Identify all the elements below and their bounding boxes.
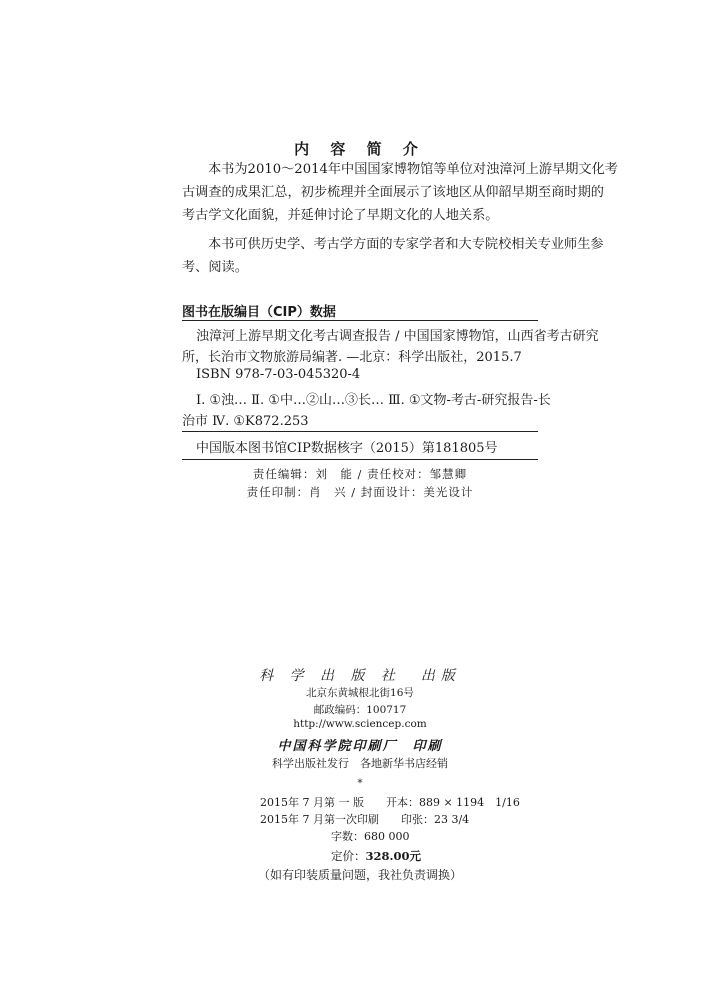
- printing-line: 2015年 7 月第一次印刷 印张：23 3/4: [260, 813, 470, 826]
- printer-line: 中国科学院印刷厂 印刷: [277, 739, 443, 754]
- price-line: [331, 848, 421, 864]
- distribution-line: 科学出版社发行 各地新华书店经销: [272, 757, 448, 770]
- summary-paragraph-1: [182, 158, 618, 227]
- cip-record-line-2: 所，长治市文物旅游局编著. —北京：科学出版社，2015.7: [182, 350, 522, 365]
- print-design-line: 责任印制：肖 兴 / 封面设计：美光设计: [246, 485, 474, 499]
- summary-p2-line-2: 考、阅读。: [182, 260, 248, 275]
- separator-star: *: [357, 778, 363, 789]
- edition-line: 2015年 7 月第 一 版 开本：889 × 1194 1/16: [260, 796, 520, 809]
- website: http://www.sciencep.com: [293, 718, 427, 730]
- postcode: 邮政编码：100717: [313, 704, 407, 716]
- cip-bottom-rule: [182, 459, 538, 460]
- cip-verification-number: 中国版本图书馆CIP数据核字（2015）第181805号: [196, 441, 498, 456]
- cip-middle-rule: [182, 431, 538, 432]
- summary-paragraph-2: [182, 233, 604, 279]
- summary-p1-line-2: 古调查的成果汇总，初步梳理并全面展示了该地区从仰韶早期至商时期的: [182, 185, 604, 200]
- cip-record-line-1: 浊漳河上游早期文化考古调查报告 / 中国国家博物馆，山西省考古研究: [196, 329, 599, 344]
- summary-p2-line-1: 本书可供历史学、考古学方面的专家学者和大专院校相关专业师生参: [208, 237, 604, 252]
- price-value: 328.00元: [365, 849, 422, 863]
- cip-top-rule: [182, 320, 538, 321]
- cip-classification-line-1: Ⅰ. ①浊… Ⅱ. ①中…②山…③长… Ⅲ. ①文物-考古-研究报告-长: [196, 393, 551, 408]
- word-count: 字数：680 000: [331, 830, 410, 843]
- price-label: 定价：: [331, 849, 366, 863]
- quality-notice: （如有印装质量问题，我社负责调换）: [257, 868, 462, 882]
- summary-p1-line-3: 考古学文化面貌，并延伸讨论了早期文化的人地关系。: [182, 208, 499, 223]
- summary-p1-line-1: 本书为2010～2014年中国国家博物馆等单位对浊漳河上游早期文化考: [208, 162, 618, 177]
- summary-title: 内 容 简 介: [294, 140, 426, 158]
- cip-heading: 图书在版编目（CIP）数据: [182, 305, 336, 320]
- cip-isbn: ISBN 978-7-03-045320-4: [196, 367, 361, 382]
- publisher-name: 科 学 出 版 社 出版: [259, 668, 461, 684]
- publisher-address: 北京东黄城根北街16号: [306, 687, 414, 699]
- editors-line: 责任编辑：刘 能 / 责任校对：邹慧卿: [252, 467, 468, 481]
- cip-classification-line-2: 治市 Ⅳ. ①K872.253: [182, 414, 309, 429]
